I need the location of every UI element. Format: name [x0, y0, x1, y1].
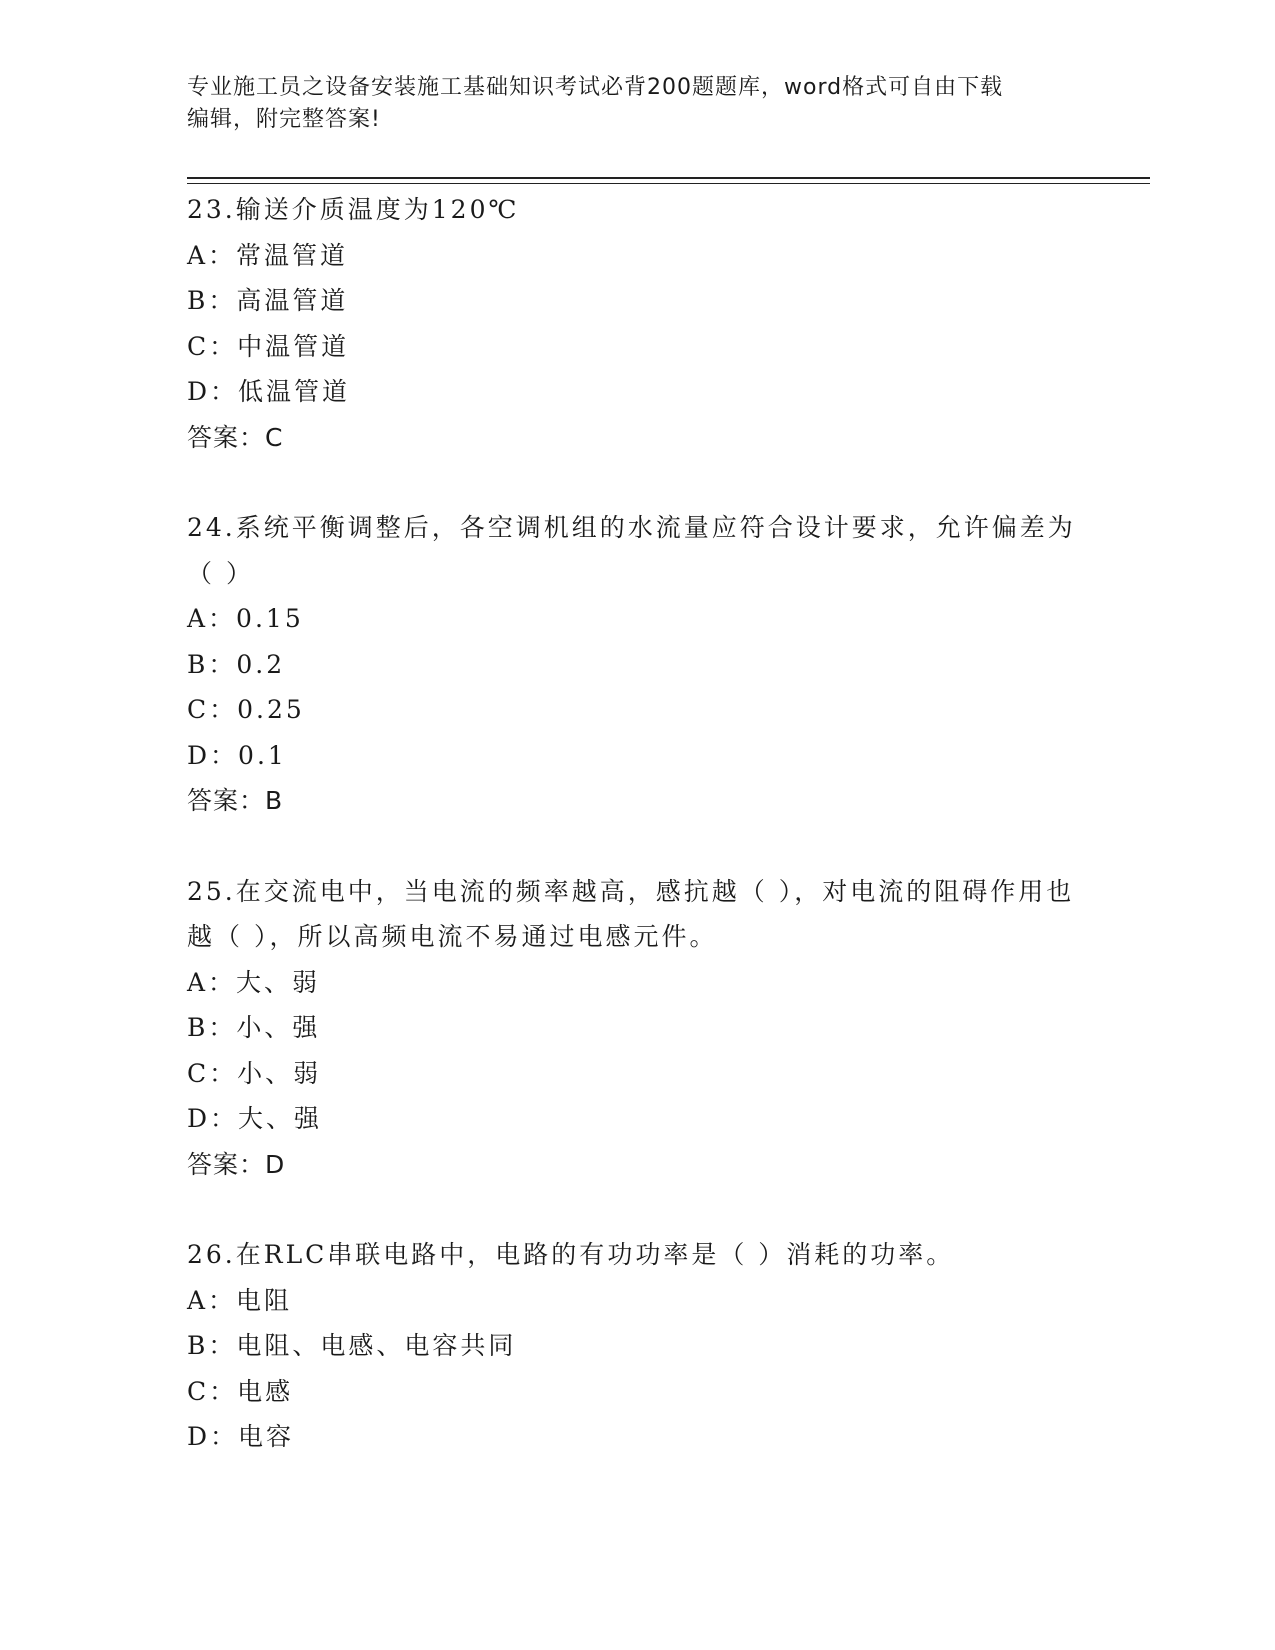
question-24 — [187, 505, 1087, 824]
question-23 — [187, 187, 1087, 460]
header-divider-thick — [187, 177, 1150, 179]
option-d: D：0.1 — [187, 740, 287, 770]
option-b: B：0.2 — [187, 649, 286, 679]
answer-line: 答案：D — [187, 1149, 286, 1179]
option-b: B：高温管道 — [187, 286, 349, 315]
option-a: A：常温管道 — [187, 240, 349, 270]
option-c: C：0.25 — [187, 695, 305, 724]
question-list — [187, 187, 1087, 1505]
option-a: A：电阻 — [187, 1285, 293, 1315]
option-d: D：大、强 — [187, 1104, 323, 1133]
answer-line: 答案：B — [187, 786, 284, 815]
option-c: C：小、弱 — [187, 1058, 322, 1088]
header-divider-thin — [187, 183, 1150, 184]
option-d: D：电容 — [187, 1422, 295, 1451]
question-stem: 24.系统平衡调整后，各空调机组的水流量应符合设计要求，允许偏差为（ ） — [187, 513, 1076, 588]
answer-line: 答案：C — [187, 422, 284, 452]
document-header — [187, 72, 1087, 136]
option-c: C：电感 — [187, 1376, 294, 1406]
option-a: A：0.15 — [187, 604, 304, 633]
option-b: B：小、强 — [187, 1013, 321, 1042]
option-c: C：中温管道 — [187, 331, 350, 361]
question-26 — [187, 1232, 1087, 1460]
option-a: A：大、弱 — [187, 967, 321, 997]
option-d: D：低温管道 — [187, 377, 351, 406]
header-line-1: 专业施工员之设备安装施工基础知识考试必背200题题库，word格式可自由下载 — [187, 75, 1004, 100]
question-stem: 23.输送介质温度为120℃ — [187, 195, 520, 224]
header-line-2: 编辑，附完整答案! — [187, 107, 381, 132]
question-25 — [187, 869, 1087, 1188]
question-stem: 26.在RLC串联电路中，电路的有功功率是（ ）消耗的功率。 — [187, 1240, 955, 1269]
option-b: B：电阻、电感、电容共同 — [187, 1331, 517, 1360]
question-stem: 25.在交流电中，当电流的频率越高，感抗越（ ），对电流的阻碍作用也越（ ），所以高频电流不易通过电感元件。 — [187, 876, 1075, 951]
